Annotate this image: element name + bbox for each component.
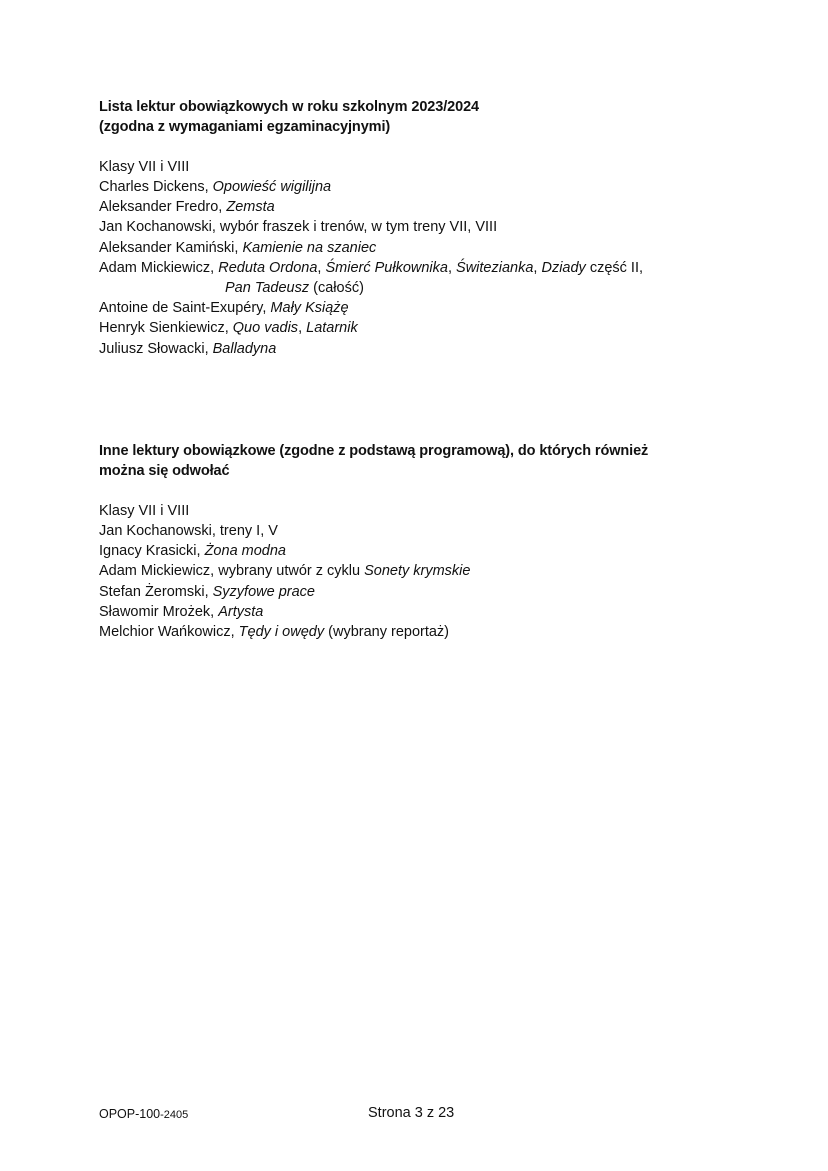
author: Charles Dickens, — [99, 179, 213, 195]
class-level-label: Klasy VII i VIII — [99, 503, 190, 519]
author: Henryk Sienkiewicz, — [99, 320, 233, 337]
list-item — [99, 217, 739, 237]
section-title — [99, 441, 739, 481]
section-title-line-1: Inne lektury obowiązkowe (zgodne z podstawą programową), do których również — [99, 443, 649, 459]
note: (całość) — [309, 280, 364, 297]
work-title: Pan Tadeusz — [225, 280, 310, 297]
author: Jan Kochanowski, treny I, V — [99, 523, 278, 539]
work-title: Mały Książę — [270, 300, 349, 317]
reading-list — [99, 177, 739, 359]
work-title: Sonety krymskie — [364, 563, 471, 580]
page-number: Strona 3 z 23 — [368, 1105, 455, 1121]
section-title-line-2: (zgodna z wymaganiami egzaminacyjnymi) — [99, 119, 391, 135]
author: Adam Mickiewicz, — [99, 259, 219, 276]
work-title: Latarnik — [306, 320, 358, 337]
separator: , — [298, 320, 307, 337]
author: Aleksander Kamiński, — [99, 239, 243, 256]
work-title: Artysta — [218, 603, 264, 620]
author: Adam Mickiewicz, wybrany utwór z cyklu — [99, 563, 365, 580]
list-item — [99, 238, 739, 258]
list-item — [99, 561, 739, 581]
work-title: Balladyna — [212, 340, 277, 357]
list-item — [99, 339, 739, 359]
work-title: Kamienie na szaniec — [242, 239, 377, 256]
class-level-label: Klasy VII i VIII — [99, 159, 190, 175]
separator: , — [317, 259, 326, 276]
list-item — [99, 582, 739, 602]
work-title: Quo vadis — [232, 320, 299, 337]
list-item — [99, 541, 739, 561]
work-title: Dziady — [541, 259, 586, 276]
work-title: Opowieść wigilijna — [212, 179, 332, 195]
author: Melchior Wańkowicz, — [99, 624, 239, 641]
author: Stefan Żeromski, — [99, 583, 213, 600]
separator: , — [447, 259, 457, 276]
work-title: Żona modna — [204, 543, 286, 560]
author: Juliusz Słowacki, — [99, 340, 213, 357]
list-item — [99, 298, 739, 318]
author: Antoine de Saint-Exupéry, — [99, 300, 271, 317]
author: Jan Kochanowski, wybór fraszek i trenów, w tym treny VII, VIII — [99, 219, 498, 236]
work-title: Tędy i owędy — [238, 624, 325, 641]
mandatory-reading-section — [99, 97, 739, 359]
exam-code — [99, 1106, 188, 1123]
author: Aleksander Fredro, — [99, 199, 227, 216]
work-title: Syzyfowe prace — [212, 583, 315, 600]
list-item — [99, 602, 739, 622]
section-title-line-1: Lista lektur obowiązkowych w roku szkolnym 2023/2024 — [99, 99, 479, 115]
work-title: Świtezianka — [456, 259, 534, 276]
list-item — [99, 258, 739, 298]
work-title: Reduta Ordona — [218, 259, 318, 276]
list-item — [99, 318, 739, 338]
entry-continuation — [99, 278, 739, 298]
list-item — [99, 197, 739, 217]
author: Sławomir Mrożek, — [99, 603, 219, 620]
work-title: Zemsta — [226, 199, 275, 216]
list-item — [99, 177, 739, 197]
work-title: Śmierć Pułkownika — [325, 259, 448, 276]
section-title — [99, 97, 739, 137]
list-item — [99, 622, 739, 642]
other-reading-section — [99, 441, 739, 642]
separator: część II, — [585, 259, 644, 276]
note: (wybrany reportaż) — [324, 624, 450, 641]
separator: , — [533, 259, 542, 276]
section-title-line-2: można się odwołać — [99, 463, 230, 479]
reading-list — [99, 521, 739, 642]
exam-code-main: OPOP-100 — [99, 1107, 161, 1121]
author: Ignacy Krasicki, — [99, 543, 205, 560]
exam-code-suffix: -2405 — [160, 1109, 189, 1121]
list-item — [99, 521, 739, 541]
